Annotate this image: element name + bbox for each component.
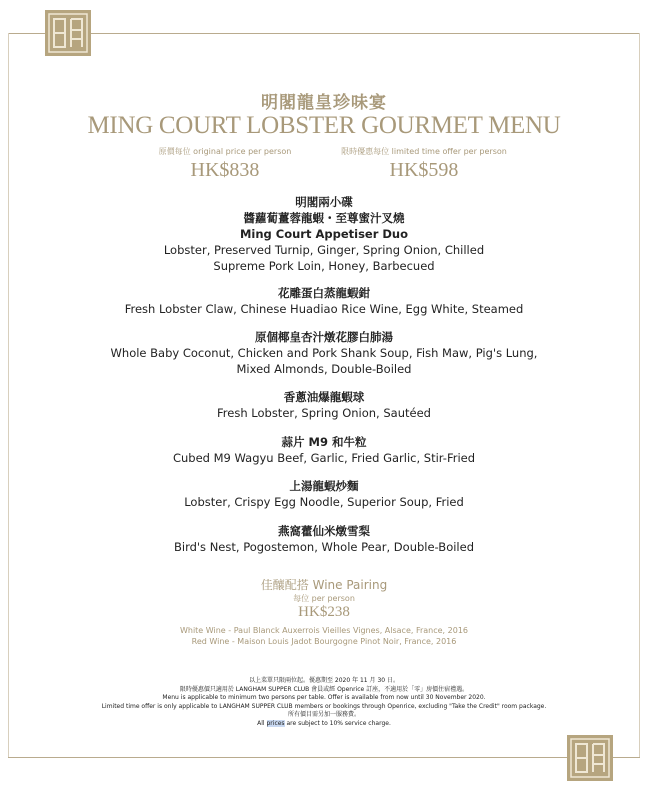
dish-description: Bird's Nest, Pogostemon, Whole Pear, Double-Boiled [173,540,474,554]
dish-coconut-soup [0,329,648,377]
original-price: HK$838 [190,159,260,181]
dish-lobster-claw [0,285,648,317]
note-line: Menu is applicable to minimum two persons per table. Offer is available from now until 30 November 2020. [162,694,486,701]
note-line: Limited time offer is only applicable to LANGHAM SUPPER CLUB members or bookings through Openrice, excluding "Take the Credit" room package. [101,702,547,710]
terms-notes [0,677,648,728]
white-wine: White Wine - Paul Blanck Auxerrois Vieilles Vignes, Alsace, France, 2016 [179,626,469,635]
wine-pairing-title: 佳釀配搭 Wine Pairing [260,578,388,592]
dish-description: Lobster, Crispy Egg Noodle, Superior Soup, Fried [184,495,464,509]
dish-description: Fresh Lobster Claw, Chinese Huadiao Rice Wine, Egg White, Steamed [124,302,524,316]
offer-price-label: 限時優惠每位 limited time offer per person [341,147,507,156]
dish-description: Lobster, Preserved Turnip, Ginger, Spring Onion, Chilled [163,243,485,257]
dish-lobster-noodle [0,478,648,510]
note-line: 以上菜單只限兩位起。優惠期至 2020 年 11 月 30 日。 [249,677,399,684]
note-line: 限時優惠價只適用於 LANGHAM SUPPER CLUB 會員或經 Openrice 訂座，不適用於「零」房價住宿禮遇。 [179,685,469,693]
dish-name-zh: 香蔥油爆龍蝦球 [283,390,365,404]
dish-description: Cubed M9 Wagyu Beef, Garlic, Fried Garlic, Stir-Fried [172,451,476,465]
dish-name-zh: 花雕蛋白蒸龍蝦鉗 [278,286,370,300]
wine-list [0,625,648,647]
note-line-service-charge [0,720,648,729]
highlighted-word: prices [266,719,285,727]
dish-name-zh: 燕窩藿仙米燉雪梨 [278,524,370,538]
dish-name-en: Ming Court Appetiser Duo [239,227,409,241]
original-price-block [140,146,310,182]
dish-name-zh: 上湯龍蝦炒麵 [289,479,359,493]
dish-birds-nest-pear [0,523,648,555]
offer-price: HK$598 [389,159,459,181]
dish-description: Whole Baby Coconut, Chicken and Pork Shank Soup, Fish Maw, Pig's Lung, [110,346,538,360]
red-wine: Red Wine - Maison Louis Jadot Bourgogne Pinot Noir, France, 2016 [191,637,457,646]
dish-name-zh: 明閣兩小碟 [295,195,353,209]
note-line: 所有價目需另加一服務費。 [287,711,360,718]
top-rule [8,33,640,34]
dish-description: Fresh Lobster, Spring Onion, Sautéed [217,406,431,420]
note-text: All [257,719,267,727]
dish-description: Supreme Pork Loin, Honey, Barbecued [213,259,435,273]
note-text: are subject to 10% service charge. [284,719,391,727]
dish-name-zh: 原個椰皇杏汁燉花膠白肺湯 [255,330,393,344]
bottom-rule [8,757,640,758]
wine-per-person-label: 每位 per person [293,594,355,603]
dish-appetiser-duo [0,194,648,274]
dish-lobster-sauteed [0,389,648,421]
dish-name-zh: 蒜片 M9 和牛粒 [281,435,367,449]
ming-court-logo [45,10,91,56]
offer-price-block [339,146,509,182]
original-price-label: 原價每位 original price per person [158,147,292,156]
wine-pairing-price: HK$238 [298,604,350,620]
dish-description: Mixed Almonds, Double-Boiled [236,362,412,376]
menu-title-english: MING COURT LOBSTER GOURMET MENU [87,112,561,139]
ming-court-logo [567,735,613,781]
dish-wagyu-beef [0,434,648,466]
menu-title-chinese: 明閣龍皇珍味宴 [261,93,387,113]
dish-name-zh: 醬蘿蔔薑蓉龍蝦・至尊蜜汁叉燒 [243,211,405,225]
